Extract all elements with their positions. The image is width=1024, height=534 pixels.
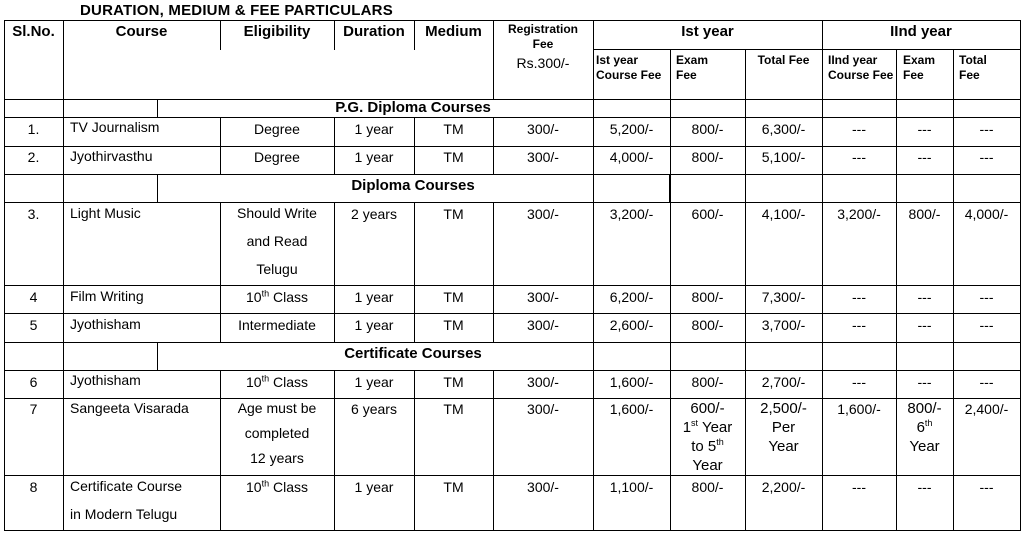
row-eligibility: Intermediate xyxy=(238,317,316,333)
row-second-exam-fee xyxy=(896,399,953,456)
header-total-fee: Total Fee xyxy=(757,53,810,67)
row-first-course-fee: 6,200/- xyxy=(609,289,654,305)
row-second-total-fee: --- xyxy=(979,374,994,390)
row-first-course-fee: 1,600/- xyxy=(609,374,654,390)
row-first-exam-fee: 800/- xyxy=(691,374,724,390)
exam-fee-line: Year xyxy=(909,438,940,455)
row-course xyxy=(70,472,182,528)
row-duration: 1 year xyxy=(354,149,394,165)
row-course: Film Writing xyxy=(70,288,144,304)
row-second-course-fee: 1,600/- xyxy=(837,401,881,417)
row-first-course-fee: 4,000/- xyxy=(609,149,654,165)
row-slno: 3. xyxy=(27,206,40,222)
total-fee-line: Year xyxy=(768,438,799,455)
course-line: Certificate Course xyxy=(70,478,183,494)
row-second-exam-fee: --- xyxy=(917,289,932,305)
row-eligibility: 10th Class xyxy=(246,288,308,305)
eligibility-line: 12 years xyxy=(250,450,304,466)
eligibility-line: Should Write xyxy=(237,205,317,221)
header-second-total-fee: Total Fee xyxy=(959,53,987,82)
row-eligibility: Degree xyxy=(254,121,300,137)
row-first-exam-fee xyxy=(670,399,745,475)
row-registration-fee: 300/- xyxy=(527,374,559,390)
row-first-exam-fee: 600/- xyxy=(691,206,724,222)
header-first-year: Ist year xyxy=(681,23,734,40)
eligibility-line: completed xyxy=(244,425,310,441)
header-slno: Sl.No. xyxy=(12,23,55,40)
row-slno: 1. xyxy=(27,121,40,137)
exam-fee-line: 1st Year xyxy=(682,418,733,436)
row-second-total-fee: 4,000/- xyxy=(964,206,1009,222)
row-first-total-fee: 6,300/- xyxy=(761,121,806,137)
row-first-course-fee: 1,600/- xyxy=(609,401,654,417)
header-exam-fee: Exam Fee xyxy=(676,53,709,82)
row-eligibility xyxy=(220,396,334,471)
row-course: Jyothirvasthu xyxy=(70,148,153,164)
row-slno: 5 xyxy=(29,317,38,333)
page-title: DURATION, MEDIUM & FEE PARTICULARS xyxy=(80,2,393,19)
row-first-total-fee: 4,100/- xyxy=(761,206,806,222)
row-medium: TM xyxy=(443,479,464,495)
header-first-course-fee: Ist year Course Fee xyxy=(596,53,662,82)
header-registration-fee: Registration Fee xyxy=(507,22,578,51)
row-duration: 1 year xyxy=(354,289,394,305)
section-certificate: Certificate Courses xyxy=(344,345,482,362)
header-course: Course xyxy=(115,23,168,40)
row-first-course-fee: 2,600/- xyxy=(609,317,654,333)
exam-fee-line: 6th xyxy=(916,418,933,436)
section-diploma: Diploma Courses xyxy=(351,177,475,194)
exam-fee-line: 600/- xyxy=(690,400,725,417)
row-registration-fee: 300/- xyxy=(527,121,559,137)
row-medium: TM xyxy=(443,401,464,417)
header-second-year: IInd year xyxy=(890,23,952,40)
row-registration-fee: 300/- xyxy=(527,317,559,333)
row-eligibility xyxy=(220,199,334,283)
row-first-exam-fee: 800/- xyxy=(691,149,724,165)
row-duration: 1 year xyxy=(354,374,394,390)
row-slno: 6 xyxy=(29,374,38,390)
row-second-course-fee: 3,200/- xyxy=(837,206,881,222)
row-second-course-fee: --- xyxy=(852,149,866,165)
row-medium: TM xyxy=(443,374,464,390)
row-first-total-fee xyxy=(745,399,822,456)
row-first-total-fee: 2,200/- xyxy=(761,479,806,495)
row-course: Jyothisham xyxy=(70,372,141,388)
row-medium: TM xyxy=(443,206,464,222)
exam-fee-line: 800/- xyxy=(907,400,942,417)
eligibility-line: and Read xyxy=(246,233,308,249)
row-course: Light Music xyxy=(70,205,141,221)
row-second-exam-fee: --- xyxy=(917,149,932,165)
row-medium: TM xyxy=(443,317,464,333)
row-first-exam-fee: 800/- xyxy=(691,289,724,305)
eligibility-line: Age must be xyxy=(237,400,317,416)
row-slno: 8 xyxy=(29,479,38,495)
row-slno: 2. xyxy=(27,149,40,165)
row-registration-fee: 300/- xyxy=(527,149,559,165)
section-pg-diploma: P.G. Diploma Courses xyxy=(335,99,491,116)
row-second-course-fee: --- xyxy=(852,121,866,137)
row-second-total-fee: --- xyxy=(979,289,994,305)
row-second-course-fee: --- xyxy=(852,374,866,390)
row-first-total-fee: 7,300/- xyxy=(761,289,806,305)
row-medium: TM xyxy=(443,289,464,305)
exam-fee-line: to 5th xyxy=(691,437,724,455)
row-second-course-fee: --- xyxy=(852,479,866,495)
header-registration-amount: Rs.300/- xyxy=(516,55,570,71)
row-first-course-fee: 3,200/- xyxy=(609,206,654,222)
row-second-exam-fee: --- xyxy=(917,374,932,390)
header-eligibility: Eligibility xyxy=(243,23,311,40)
row-duration: 1 year xyxy=(354,479,394,495)
row-eligibility: 10th Class xyxy=(246,478,308,495)
row-second-total-fee: --- xyxy=(979,149,994,165)
row-second-exam-fee: --- xyxy=(917,317,932,333)
row-slno: 4 xyxy=(29,289,38,305)
row-second-course-fee: --- xyxy=(852,289,866,305)
row-second-exam-fee: 800/- xyxy=(908,206,941,222)
row-first-total-fee: 5,100/- xyxy=(761,149,806,165)
header-duration: Duration xyxy=(343,23,405,40)
course-line: in Modern Telugu xyxy=(70,506,178,522)
row-medium: TM xyxy=(443,149,464,165)
row-course: Jyothisham xyxy=(70,316,141,332)
header-second-exam-fee: Exam Fee xyxy=(903,53,936,82)
row-medium: TM xyxy=(443,121,464,137)
row-second-total-fee: 2,400/- xyxy=(964,401,1009,417)
total-fee-line: Per xyxy=(771,419,796,436)
row-second-course-fee: --- xyxy=(852,317,866,333)
row-duration: 1 year xyxy=(354,121,394,137)
row-course: TV Journalism xyxy=(70,119,160,135)
row-duration: 2 years xyxy=(351,206,397,222)
row-first-total-fee: 2,700/- xyxy=(761,374,806,390)
row-registration-fee: 300/- xyxy=(527,401,559,417)
row-second-exam-fee: --- xyxy=(917,121,932,137)
total-fee-line: 2,500/- xyxy=(760,400,807,417)
exam-fee-line: Year xyxy=(692,457,723,474)
row-registration-fee: 300/- xyxy=(527,289,559,305)
row-first-course-fee: 1,100/- xyxy=(609,479,654,495)
row-duration: 6 years xyxy=(351,401,397,417)
header-second-course-fee: IInd year Course Fee xyxy=(828,53,894,82)
row-registration-fee: 300/- xyxy=(527,206,559,222)
row-first-course-fee: 5,200/- xyxy=(609,121,654,137)
row-second-total-fee: --- xyxy=(979,121,994,137)
row-slno: 7 xyxy=(29,401,38,417)
row-second-total-fee: --- xyxy=(979,317,994,333)
header-medium: Medium xyxy=(425,23,482,40)
eligibility-line: Telugu xyxy=(256,261,298,277)
row-eligibility: 10th Class xyxy=(246,373,308,390)
row-course: Sangeeta Visarada xyxy=(70,400,189,416)
row-first-exam-fee: 800/- xyxy=(691,317,724,333)
row-eligibility: Degree xyxy=(254,149,300,165)
row-first-exam-fee: 800/- xyxy=(691,479,724,495)
row-first-exam-fee: 800/- xyxy=(691,121,724,137)
row-first-total-fee: 3,700/- xyxy=(761,317,806,333)
row-second-total-fee: --- xyxy=(979,479,994,495)
row-second-exam-fee: --- xyxy=(917,479,932,495)
row-duration: 1 year xyxy=(354,317,394,333)
row-registration-fee: 300/- xyxy=(527,479,559,495)
